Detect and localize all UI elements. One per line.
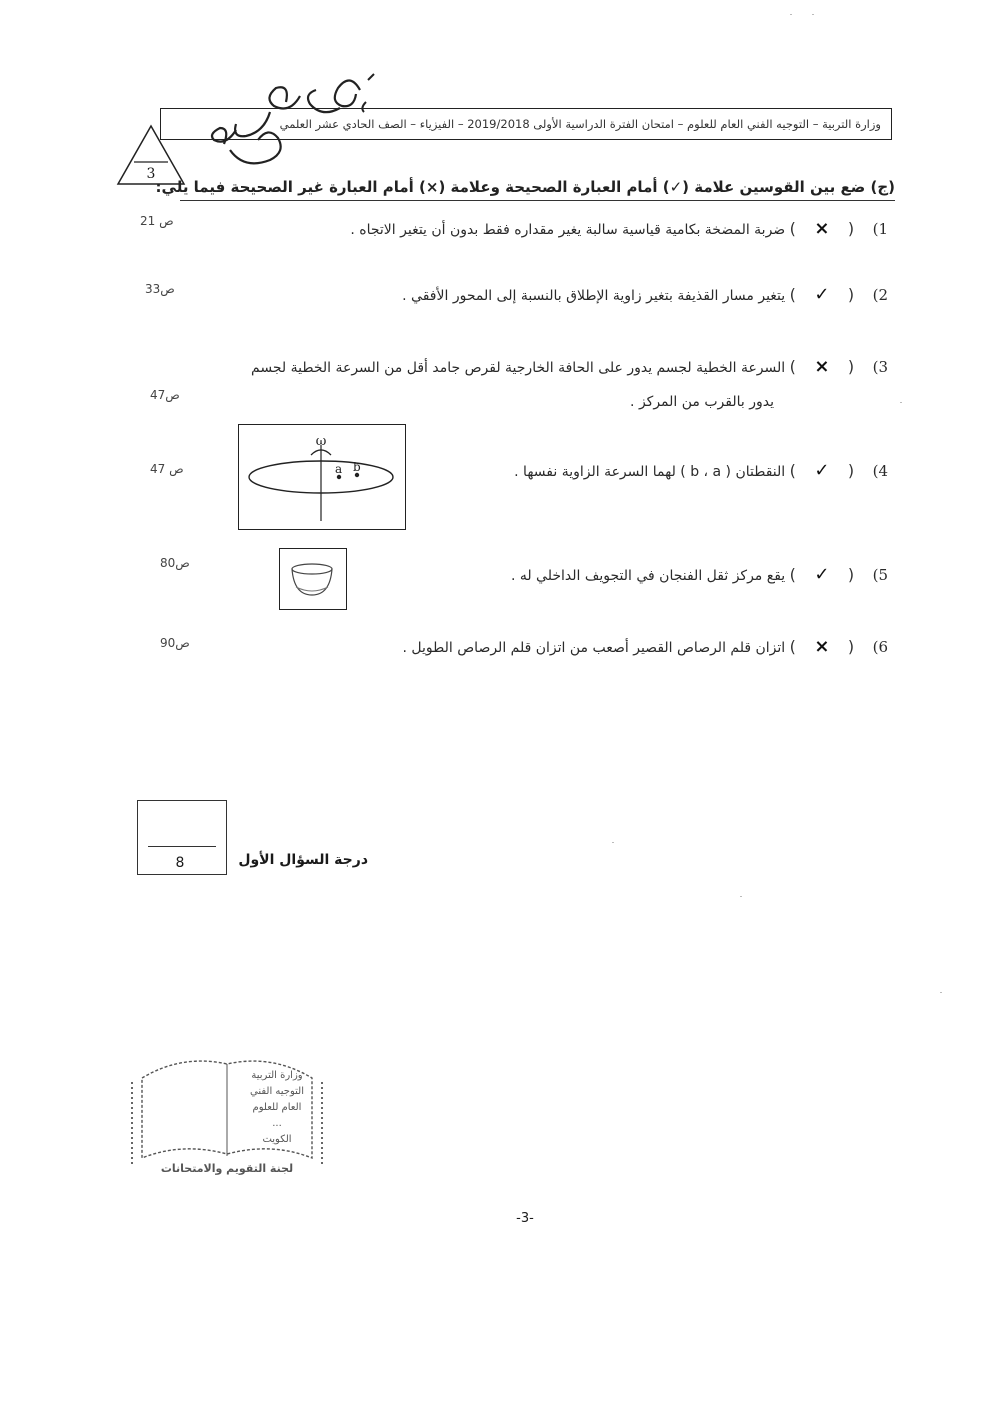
question-text: النقطتان ( b ، a ) لهما السرعة الزاوية نفسها . [514, 464, 786, 480]
question-3: 3) ( × ) السرعة الخطية لجسم يدور على الحافة الخارجية لقرص جامد أقل من السرعة الخطية لجسم [251, 356, 888, 377]
answer-mark: ✓ [814, 564, 830, 585]
answer-mark: × [814, 218, 830, 239]
exam-header: وزارة التربية – التوجيه الفني العام للعلوم – امتحان الفترة الدراسية الأولى 2019/2018 – الفيزياء – الصف الحادي عشر العلمي [160, 108, 892, 140]
question-number: 1) [872, 220, 888, 238]
question-2: 2) ( ✓ ) يتغير مسار القذيفة بتغير زاوية الإطلاق بالنسبة إلى المحور الأفقي . [402, 284, 888, 305]
axis-label: ω [315, 434, 327, 449]
scan-speck [900, 402, 902, 403]
stamp-line: وزارة التربية [251, 1070, 303, 1081]
cup-icon [280, 549, 345, 608]
question-text: اتزان قلم الرصاص القصير أصعب من اتزان قلم الرصاص الطويل . [402, 640, 786, 656]
stamp-line: الكويت [262, 1134, 292, 1145]
question-4: 4) ( ✓ ) النقطتان ( b ، a ) لهما السرعة الزاوية نفسها . [514, 460, 888, 481]
question-number: 2) [872, 286, 888, 304]
grade-divider [148, 846, 216, 847]
answer-mark: × [814, 636, 830, 657]
page-reference: ص80 [160, 556, 190, 570]
question-1: 1) ( × ) ضربة المضخة بكامية قياسية سالبة يغير مقداره فقط بدون أن يتغير الاتجاه . [350, 218, 888, 239]
grade-label: درجة السؤال الأول [238, 852, 368, 868]
question-number: 5) [872, 566, 888, 584]
scan-speck [740, 896, 742, 897]
rotating-disc-figure [238, 424, 406, 530]
disc-diagram [239, 425, 404, 528]
stamp-footer: لجنة التقويم والامتحانات [160, 1162, 294, 1175]
page-reference: ص47 [150, 388, 180, 402]
question-text: ضربة المضخة بكامية قياسية سالبة يغير مقداره فقط بدون أن يتغير الاتجاه . [350, 222, 786, 238]
official-stamp [122, 1048, 332, 1180]
handwritten-annotation [190, 60, 410, 190]
cup-figure [279, 548, 347, 610]
question-text: السرعة الخطية لجسم يدور على الحافة الخارجية لقرص جامد أقل من السرعة الخطية لجسم [251, 360, 786, 376]
page-reference: ص 21 [140, 214, 174, 228]
page-reference: ص90 [160, 636, 190, 650]
page-reference: ص33 [145, 282, 175, 296]
stamp-line: التوجيه الفني [250, 1086, 304, 1097]
question-number: 4) [872, 462, 888, 480]
scan-speck [790, 14, 792, 15]
answer-mark: ✓ [814, 460, 830, 481]
scan-speck [812, 14, 814, 15]
answer-mark: × [814, 356, 830, 377]
point-a-label: a [335, 462, 343, 476]
question-3-continued: يدور بالقرب من المركز . [630, 394, 774, 410]
stamp-line: العام للعلوم [252, 1102, 302, 1113]
question-5: 5) ( ✓ ) يقع مركز ثقل الفنجان في التجويف الداخلي له . [510, 564, 888, 585]
instruction-underline [180, 200, 895, 201]
question-6: 6) ( × ) اتزان قلم الرصاص القصير أصعب من اتزان قلم الرصاص الطويل . [402, 636, 888, 657]
question-text: يتغير مسار القذيفة بتغير زاوية الإطلاق بالنسبة إلى المحور الأفقي . [402, 288, 786, 304]
section-score-value: 3 [146, 166, 156, 182]
section-instruction: (ج) ضع بين القوسين علامة (✓) أمام العبارة الصحيحة وعلامة (×) أمام العبارة غير الصحيحة فيما يلي: [155, 178, 895, 196]
question-number: 3) [872, 358, 888, 376]
page-reference: ص 47 [150, 462, 184, 476]
point-b-label: b [353, 460, 361, 474]
stamp-line: ... [272, 1118, 282, 1129]
answer-mark: ✓ [814, 284, 830, 305]
question-number: 6) [872, 638, 888, 656]
question-text: يقع مركز ثقل الفنجان في التجويف الداخلي له . [510, 568, 786, 584]
scan-speck [612, 842, 614, 843]
page-number: -3- [516, 1211, 534, 1226]
grade-value: 8 [175, 855, 185, 871]
scan-speck [940, 992, 942, 993]
